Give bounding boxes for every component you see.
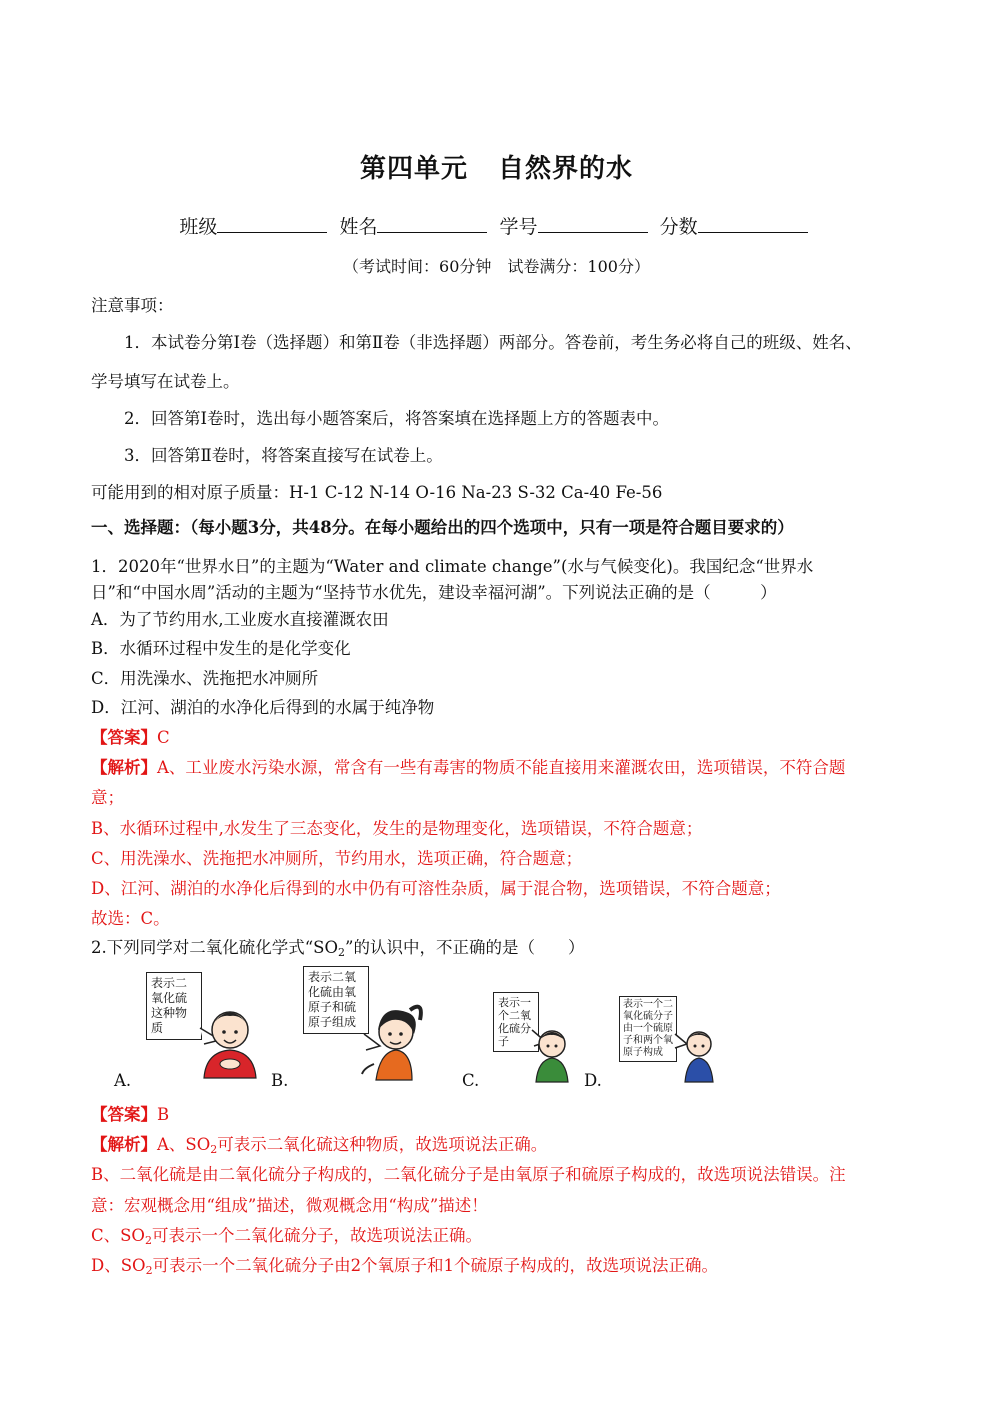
q2-analysis-c xyxy=(91,1222,921,1247)
score-blank[interactable] xyxy=(698,214,808,233)
q1-analysis-a-cont: 意； xyxy=(91,788,124,807)
q1-answer-value: C xyxy=(157,728,170,747)
q2-label-d: D. xyxy=(584,1071,602,1090)
title-unit: 第四单元 xyxy=(359,154,468,184)
student-figure-c xyxy=(490,990,580,1085)
q2-answer-label: 【答案】 xyxy=(91,1105,157,1124)
q2-analysis-b: B、二氧化硫是由二氧化硫分子构成的，二氧化硫分子是由氧原子和硫原子构成的，故选项说法错误。注 xyxy=(91,1165,846,1184)
student-figure-a xyxy=(140,970,270,1085)
q2-analysis-d-pre: D、SO xyxy=(91,1256,146,1275)
q2-analysis-a-subscript: 2 xyxy=(210,1143,218,1156)
student-id-blank[interactable] xyxy=(538,214,648,233)
q2-analysis-label: 【解析】 xyxy=(91,1135,157,1154)
atomic-masses: 可能用到的相对原子质量：H-1 C-12 N-14 O-16 Na-23 S-32 Ca-40 Fe-56 xyxy=(91,483,663,502)
q2-analysis-d xyxy=(91,1252,921,1277)
notice-item-3: 3．回答第Ⅱ卷时，将答案直接写在试卷上。 xyxy=(124,446,443,465)
q2-label-b: B. xyxy=(271,1071,289,1090)
q2-analysis-c-pre: C、SO xyxy=(91,1226,145,1245)
q1-analysis-d: D、江河、湖泊的水净化后得到的水中仍有可溶性杂质，属于混合物，选项错误，不符合题意； xyxy=(91,879,781,898)
section-heading: 一、选择题：（每小题3分，共48分。在每小题给出的四个选项中，只有一项是符合题目要求的） xyxy=(91,518,794,537)
q1-analysis-a-text: A、工业废水污染水源，常含有一些有毒害的物质不能直接用来灌溉农田，选项错误，不符合题 xyxy=(157,758,846,777)
q2-analysis-d-post: 可表示一个二氧化硫分子由2个氧原子和1个硫原子构成的，故选项说法正确。 xyxy=(152,1256,719,1275)
notice-item-2: 2．回答第Ⅰ卷时，选出每小题答案后，将答案填在选择题上方的答题表中。 xyxy=(124,409,670,428)
notice-item-1: 1．本试卷分第Ⅰ卷（选择题）和第Ⅱ卷（非选择题）两部分。答卷前，考生务必将自己的班级、姓名、 xyxy=(124,333,862,352)
class-label: 班级 xyxy=(179,216,218,238)
student-figure-b xyxy=(300,964,425,1084)
class-blank[interactable] xyxy=(217,214,327,233)
title-topic: 自然界的水 xyxy=(498,154,634,184)
q1-option-a: A．为了节约用水,工业废水直接灌溉农田 xyxy=(91,610,389,629)
q2-stem-subscript: 2 xyxy=(338,946,346,959)
q1-conclusion: 故选：C。 xyxy=(91,909,170,928)
q1-analysis-label: 【解析】 xyxy=(91,758,157,777)
speech-bubble-b: 表示二氧化硫由氧原子和硫原子组成 xyxy=(303,966,369,1034)
q2-analysis-d-subscript: 2 xyxy=(145,1264,153,1277)
q1-stem-line1: 1．2020年“世界水日”的主题为“Water and climate change”(水与气候变化)。我国纪念“世界水 xyxy=(91,557,814,576)
exam-info: （考试时间：60分钟 试卷满分：100分） xyxy=(343,257,650,276)
notice-heading: 注意事项： xyxy=(91,296,174,315)
speech-bubble-d: 表示一个二氧化硫分子由一个硫原子和两个氧原子构成 xyxy=(619,996,677,1062)
q1-option-c: C．用洗澡水、洗拖把水冲厕所 xyxy=(91,669,319,688)
q2-analysis-a-pre: A、SO xyxy=(157,1135,211,1154)
q1-analysis-b: B、水循环过程中,水发生了三态变化，发生的是物理变化，选项错误，不符合题意； xyxy=(91,819,703,838)
q2-label-a: A. xyxy=(114,1071,132,1090)
name-label: 姓名 xyxy=(339,216,378,238)
q2-stem xyxy=(91,934,921,959)
page-title xyxy=(0,148,993,185)
speech-bubble-a: 表示二氧化硫这种物质 xyxy=(146,972,202,1040)
name-blank[interactable] xyxy=(377,214,487,233)
q2-stem-post: ”的认识中，不正确的是（ ） xyxy=(345,938,585,957)
notice-item-1-cont: 学号填写在试卷上。 xyxy=(91,372,240,391)
q2-label-c: C. xyxy=(462,1071,480,1090)
q1-answer-label: 【答案】 xyxy=(91,728,157,747)
speech-bubble-c: 表示一个二氧化硫分子 xyxy=(493,992,539,1052)
q2-analysis-a-post: 可表示二氧化硫这种物质，故选项说法正确。 xyxy=(217,1135,548,1154)
student-figure-d xyxy=(615,994,720,1084)
q1-option-d: D．江河、湖泊的水净化后得到的水属于纯净物 xyxy=(91,698,435,717)
q2-analysis-b-cont: 意：宏观概念用“组成”描述，微观概念用“构成”描述！ xyxy=(91,1196,488,1215)
q2-analysis-c-subscript: 2 xyxy=(144,1234,152,1247)
q1-answer xyxy=(91,724,921,748)
q1-stem-line2: 日”和“中国水周”活动的主题为“坚持节水优先，建设幸福河湖”。下列说法正确的是（ ） xyxy=(91,583,777,602)
q2-answer-value: B xyxy=(157,1105,170,1124)
q2-analysis-a xyxy=(91,1131,921,1156)
q1-option-b: B．水循环过程中发生的是化学变化 xyxy=(91,639,351,658)
student-info-fields xyxy=(0,212,993,239)
score-label: 分数 xyxy=(659,216,698,238)
student-id-label: 学号 xyxy=(499,216,538,238)
q2-stem-pre: 2.下列同学对二氧化硫化学式“SO xyxy=(91,938,339,957)
q2-analysis-c-post: 可表示一个二氧化硫分子，故选项说法正确。 xyxy=(151,1226,482,1245)
q1-analysis-a xyxy=(91,754,921,778)
q1-analysis-c: C、用洗澡水、洗拖把水冲厕所，节约用水，选项正确，符合题意； xyxy=(91,849,583,868)
q2-answer xyxy=(91,1101,921,1125)
